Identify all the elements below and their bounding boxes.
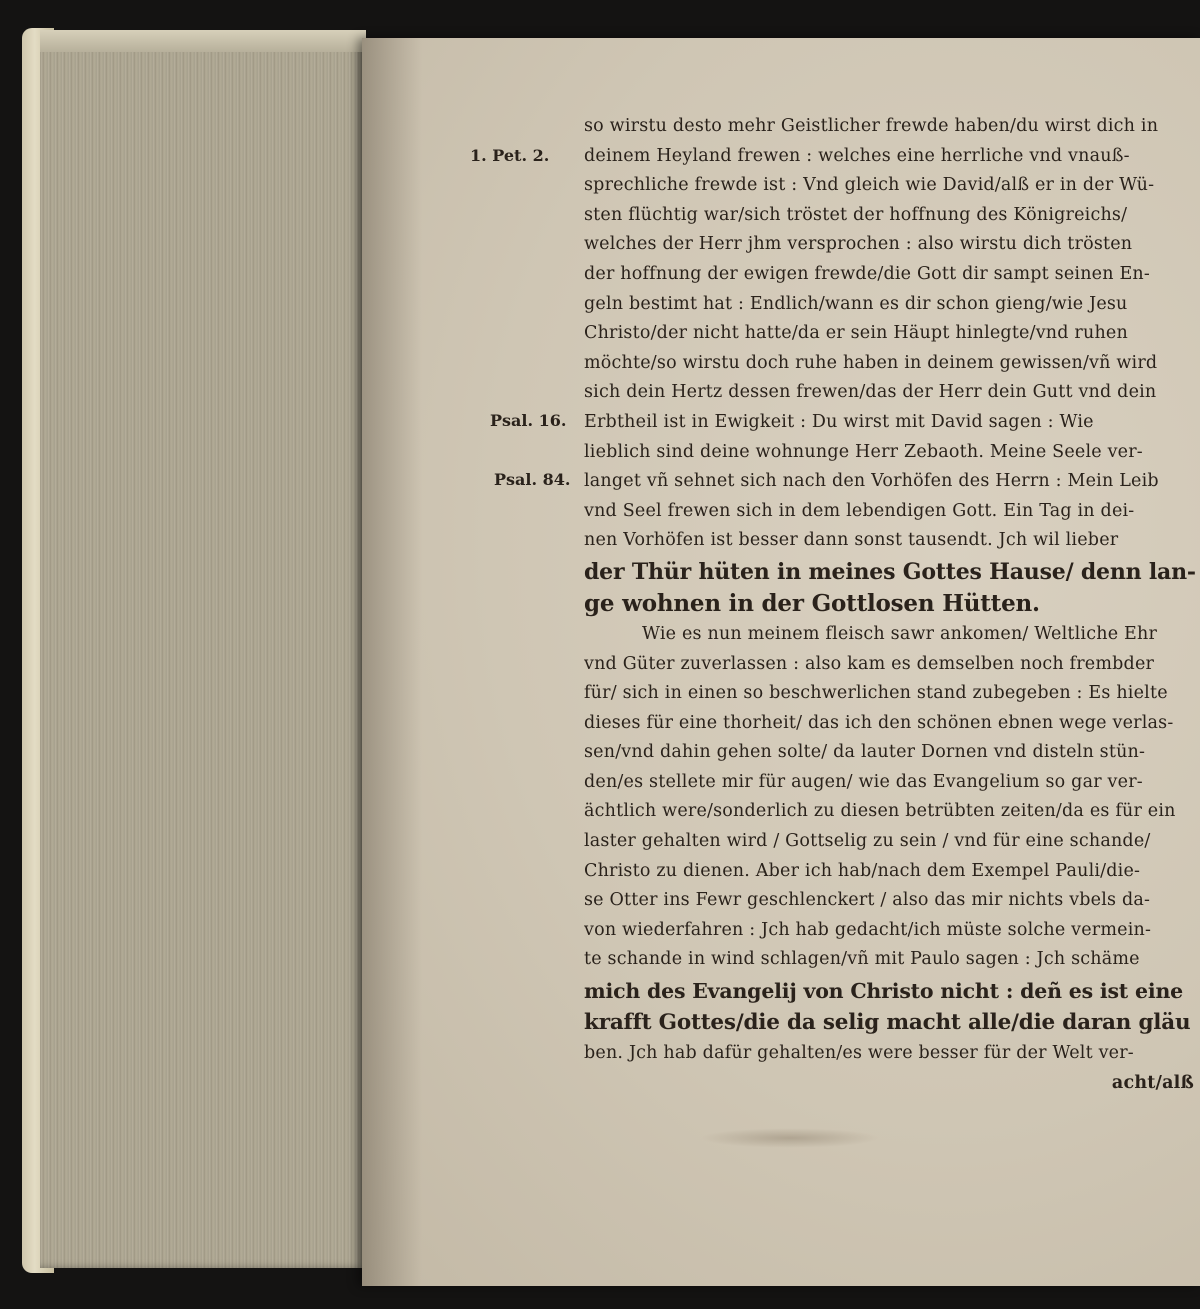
text-line: vnd Güter zuverlassen : also kam es demselben noch frembder bbox=[584, 653, 1155, 674]
text-line-emphasis: ge wohnen in der Gottlosen Hütten. bbox=[584, 589, 1040, 617]
margin-note-psal84: Psal. 84. bbox=[494, 470, 571, 489]
text-line: dieses für eine thorheit/ das ich den schönen ebnen wege verlas- bbox=[584, 712, 1174, 733]
text-line: Christo/der nicht hatte/da er sein Häupt hinlegte/vnd ruhen bbox=[584, 323, 1128, 344]
page-edges bbox=[40, 30, 366, 1268]
text-line: vnd Seel frewen sich in dem lebendigen Gott. Ein Tag in dei- bbox=[584, 500, 1135, 521]
text-line-emphasis: mich des Evangelij von Christo nicht : deñ es ist eine bbox=[584, 979, 1183, 1004]
page-block-top bbox=[40, 30, 366, 52]
text-line: langet vñ sehnet sich nach den Vorhöfen des Herrn : Mein Leib bbox=[584, 471, 1159, 492]
text-line: se Otter ins Fewr geschlenckert / also das mir nichts vbels da- bbox=[584, 890, 1151, 911]
body-text bbox=[584, 112, 1196, 1098]
text-line: sten flüchtig war/sich tröstet der hoffnung des Königreichs/ bbox=[584, 204, 1128, 225]
text-line: geln bestimt hat : Endlich/wann es dir schon gieng/wie Jesu bbox=[584, 293, 1128, 314]
text-line: so wirstu desto mehr Geistlicher frewde haben/du wirst dich in bbox=[584, 116, 1159, 136]
text-line: te schande in wind schlagen/vñ mit Paulo sagen : Jch schäme bbox=[584, 949, 1140, 970]
gutter-shadow bbox=[362, 38, 422, 1286]
text-line: sich dein Hertz dessen frewen/das der Herr dein Gutt vnd dein bbox=[584, 382, 1157, 403]
text-line: laster gehalten wird / Gottselig zu sein / vnd für eine schande/ bbox=[584, 831, 1151, 852]
text-line: Christo zu dienen. Aber ich hab/nach dem Exempel Pauli/die- bbox=[584, 860, 1141, 881]
text-line: sen/vnd dahin gehen solte/ da lauter Dornen vnd disteln stün- bbox=[584, 742, 1146, 763]
text-line: den/es stellete mir für augen/ wie das Evangelium so gar ver- bbox=[584, 771, 1143, 792]
text-line: ächtlich were/sonderlich zu diesen betrübten zeiten/da es für ein bbox=[584, 801, 1176, 822]
margin-note-pet: 1. Pet. 2. bbox=[470, 146, 550, 165]
margin-note-psal16: Psal. 16. bbox=[490, 411, 567, 430]
paragraph-start-line: Wie es nun meinem fleisch sawr ankomen/ Weltliche Ehr bbox=[642, 623, 1158, 644]
ink-bleed-smudge bbox=[700, 1128, 880, 1148]
text-line-emphasis: der Thür hüten in meines Gottes Hause/ denn lan- bbox=[584, 558, 1196, 585]
text-line: Erbtheil ist in Ewigkeit : Du wirst mit David sagen : Wie bbox=[584, 411, 1094, 432]
text-line-emphasis: krafft Gottes/die da selig macht alle/die daran gläu bbox=[584, 1010, 1191, 1036]
text-line: von wiederfahren : Jch hab gedacht/ich müste solche vermein- bbox=[584, 919, 1152, 940]
text-line: der hoffnung der ewigen frewde/die Gott dir sampt seinen En- bbox=[584, 263, 1151, 284]
catchword: acht/alß bbox=[1111, 1072, 1194, 1093]
text-line: nen Vorhöfen ist besser dann sonst tausendt. Jch wil lieber bbox=[584, 530, 1119, 551]
text-line: welches der Herr jhm versprochen : also wirstu dich trösten bbox=[584, 234, 1133, 255]
text-line: ben. Jch hab dafür gehalten/es were besser für der Welt ver- bbox=[584, 1043, 1134, 1064]
text-line: deinem Heyland frewen : welches eine herrliche vnd vnauß- bbox=[584, 145, 1130, 166]
text-line: lieblich sind deine wohnunge Herr Zebaoth. Meine Seele ver- bbox=[584, 441, 1143, 462]
text-line: sprechliche frewde ist : Vnd gleich wie David/alß er in der Wü- bbox=[584, 175, 1155, 196]
text-line: für/ sich in einen so beschwerlichen stand zubegeben : Es hielte bbox=[584, 683, 1168, 704]
text-line: möchte/so wirstu doch ruhe haben in deinem gewissen/vñ wird bbox=[584, 352, 1158, 373]
